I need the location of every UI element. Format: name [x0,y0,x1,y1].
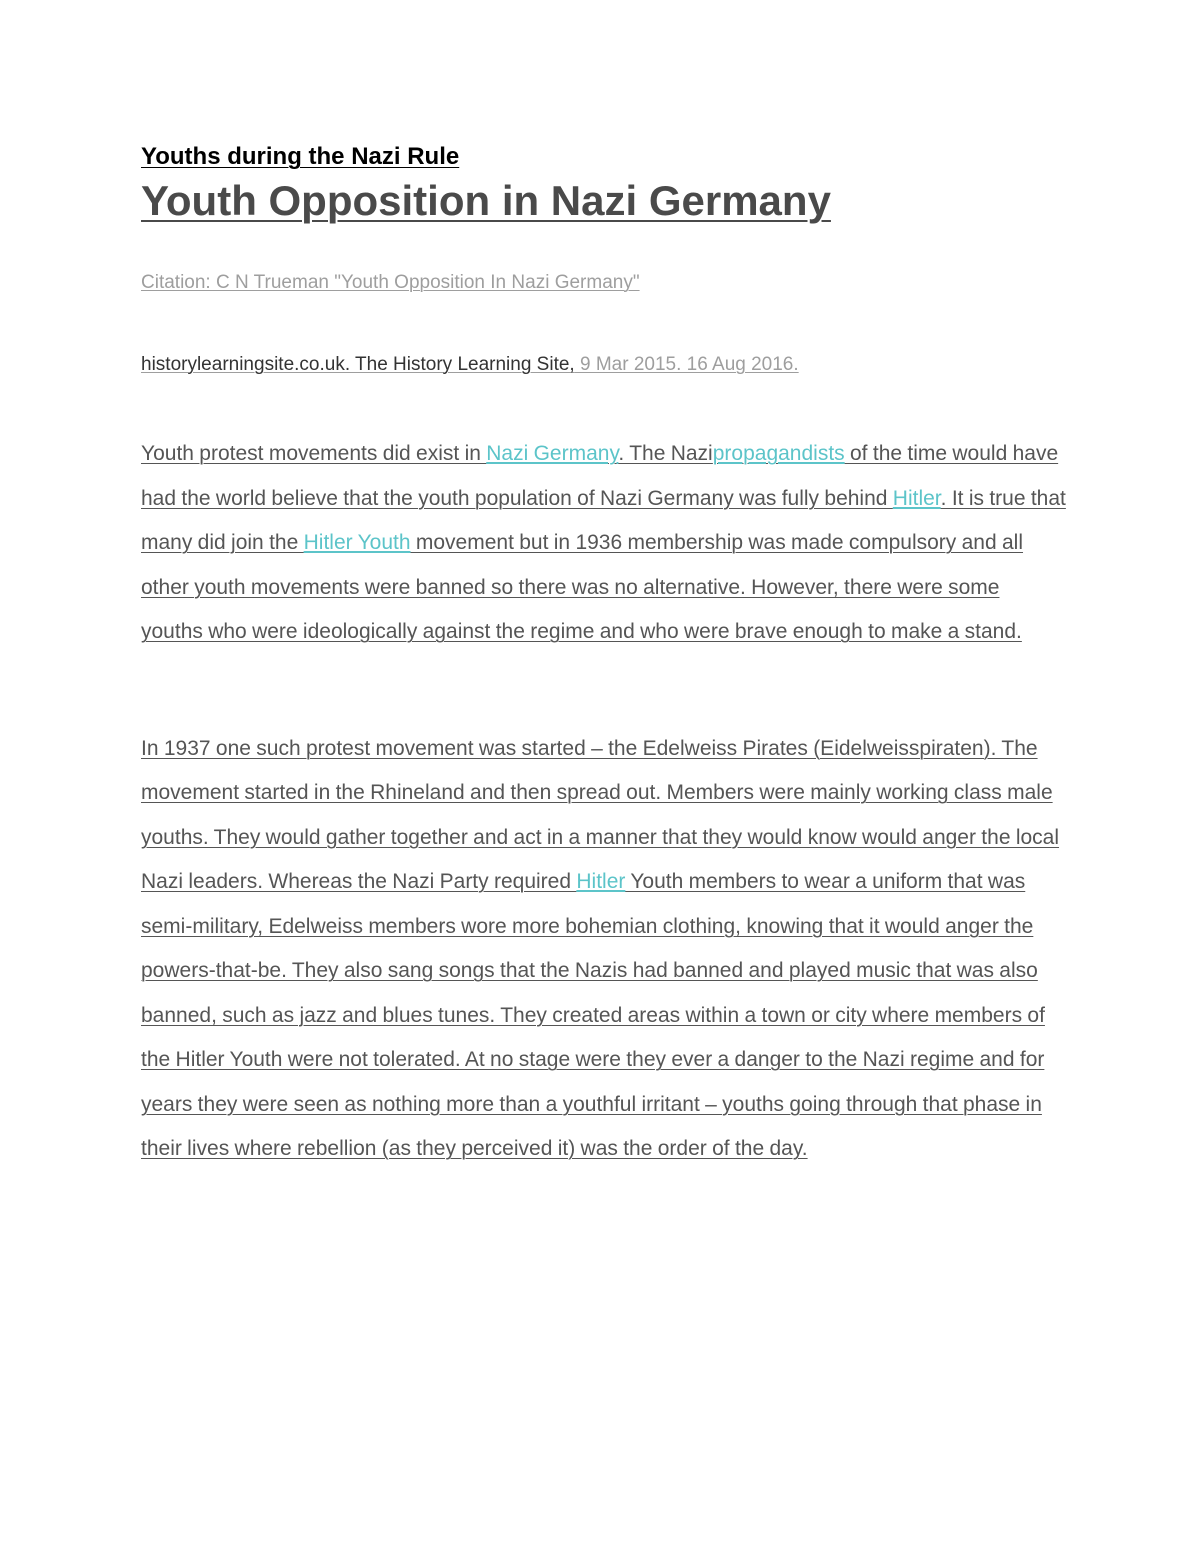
paragraph-2 [141,727,1066,1172]
paragraph-1-text-2: . The Nazi [618,442,713,465]
citation-line-1: Citation: C N Trueman "Youth Opposition In Nazi Germany" [141,272,640,293]
link-hitler-youth[interactable]: Hitler Youth [303,531,411,554]
document-subtitle: Youths during the Nazi Rule [141,143,460,170]
citation-site: historylearningsite.co.uk. The History Learning Site, [141,354,575,375]
document-content [141,140,1066,1172]
paragraph-1-text-1: Youth protest movements did exist in [141,442,487,465]
paragraph-2-text-1: In 1937 one such protest movement was started – the Edelweiss Pirates (Eidelweisspiraten). The movement started in the Rhineland and then spread out. Members were mainly working class male youths. They would gather together and act in a manner that they would know would anger the local Nazi leaders. Whereas the Nazi Party required [141,736,1060,893]
document-title: Youth Opposition in Nazi Germany [141,177,831,224]
link-hitler[interactable]: Hitler [892,486,941,510]
link-propagandists[interactable]: propagandists [712,442,845,465]
paragraph-2-text-2: Youth members to wear a uniform that was semi-military, Edelweiss members wore more bohemian clothing, knowing that it would anger the powers-that-be. They also sang songs that the Nazis had banned and played music that was also banned, such as jazz and blues tunes. They created areas within a town or city where members of the Hitler Youth were not tolerated. At no stage were they ever a danger to the Nazi regime and for years they were seen as nothing more than a youthful irritant – youths going through that phase in their lives where rebellion (as they perceived it) was the order of the day. [141,870,1045,1160]
citation-dates: 9 Mar 2015. 16 Aug 2016. [574,354,799,375]
paragraph-1-text-4: . It is true that many did join the [141,486,1066,554]
paragraph-1-text-5: movement but in 1936 membership was made compulsory and all other youth movements were banned so there was no alternative. However, there were some youths who were ideologically against the regime and who were brave enough to make a stand. [141,531,1024,643]
link-nazi-germany[interactable]: Nazi Germany [486,442,619,465]
link-hitler-2[interactable]: Hitler [576,870,626,893]
citation-line-2 [141,352,1066,378]
paragraph-1 [141,432,1066,655]
paragraph-1-text-3: of the time would have had the world believe that the youth population of Nazi Germany was fully behind [141,442,1059,510]
